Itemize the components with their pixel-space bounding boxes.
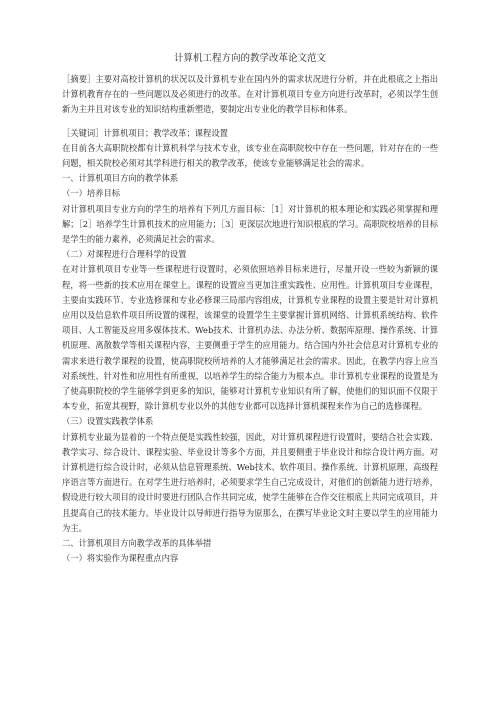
- abstract-paragraph: ［摘要］主要对高校计算机的状况以及计算机专业在国内外的需求状况进行分析，并在此根底之上指出计算机教育存在的一些问题以及必须进行的改革。在对计算机项目专业方向进行改革时，必须以学生创新为主并且对该专业的知识结构重新塑造，要制定出专业化的教学目标和体系。: [62, 74, 438, 115]
- section-heading-2: 二、计算机项目方向教学改革的具体举措: [62, 538, 212, 549]
- training-goals-paragraph: 对计算机项目专业方向的学生的培养有下列几方面目标：［1］对计算机的根本理论和实践必须掌握和理解；［2］培养学生计算机技术的应用能力；［3］更深层次地进行知识根底的学习。高职院校培养的目标是学生的能力素养，必须满足社会的需求。: [62, 203, 438, 245]
- intro-paragraph: 在目前各大高职院校都有计算机科学与技术专业，该专业在高职院校中存在一些问题，针对存在的一些问题，相关院校必须对其学科进行相关的教学改革，使该专业能够满足社会的需求。: [62, 142, 438, 169]
- section-heading-1: 一、计算机项目方向的教学体系: [62, 173, 179, 184]
- document-title: 计算机工程方向的教学改革论文范文: [173, 53, 326, 64]
- curriculum-paragraph: 在对计算机项目专业等一些课程进行设置时，必须依照培养目标来进行，尽量开设一些较为新颖的课程，将一些新的技术应用在课堂上。课程的设置应当更加注重实践性、应用性。计算机项目专业课程，主要由实践环节、专业选修课和专业必修课三局部内容组成，计算机专业课程的设置主要是针对计算机应用以及信息软件项目所设置的课程，该课堂的设置学生主要掌握计算机网络、计算机系统结构、软件项目、人工智能及应用多媒体技术、Web技术、计算机办法、办法分析、数据库原理、操作系统、计算机原理、离散数学等相关课程内容，主要侧重于学生的应用能力。结合国内外社会信息对计算机专业的需求来进行教学课程的设置，使高职院校所培养的人才能够满足社会的需求。因此，在教学内容上应当对系统性、针对性和应用性有所重视，以培养学生的综合能力为根本点。非计算机专业课程的设置是为了使高职院校的学生能够学到更多的知识，能够对计算机专业知识有所了解，使他们的知识面不仅限于本专业，拓宽其视野，除计算机专业以外的其他专业都可以选择计算机课程来作为自己的选修课程。: [62, 264, 438, 412]
- keywords-line: ［关键词］计算机项目；教学改革；课程设置: [62, 127, 228, 138]
- subsection-heading-4: （一）将实验作为课程重点内容: [62, 553, 179, 564]
- subsection-heading-2: （二）对课程进行合理科学的设置: [62, 249, 187, 260]
- practice-paragraph: 计算机专业最为显着的一个特点便是实践性较强，因此，对计算机课程进行设置时，要结合社会实践、教学实习、综合设计、课程实验、毕业设计等多个方面，并且要侧重于毕业设计和综合设计两方面。对计算机进行综合设计时，必须从信息管理系统、Web技术、软件项目、操作系统、计算机原理、高级程序语言等方面进行。在对学生进行培养时，必须要求学生自己完成设计，对他们的创新能力进行培养，假设进行较大项目的设计时要进行团队合作共同完成，使学生能够在合作交往根底上共同完成项目，并且提高自己的技术能力。毕业设计以导师进行指导为原那么，在撰写毕业论文时主要以学生的应用能力为主。: [62, 431, 438, 533]
- subsection-heading-1: （一）培养目标: [62, 188, 121, 199]
- subsection-heading-3: （三）设置实践教学体系: [62, 416, 154, 427]
- document-page: [62, 52, 438, 567]
